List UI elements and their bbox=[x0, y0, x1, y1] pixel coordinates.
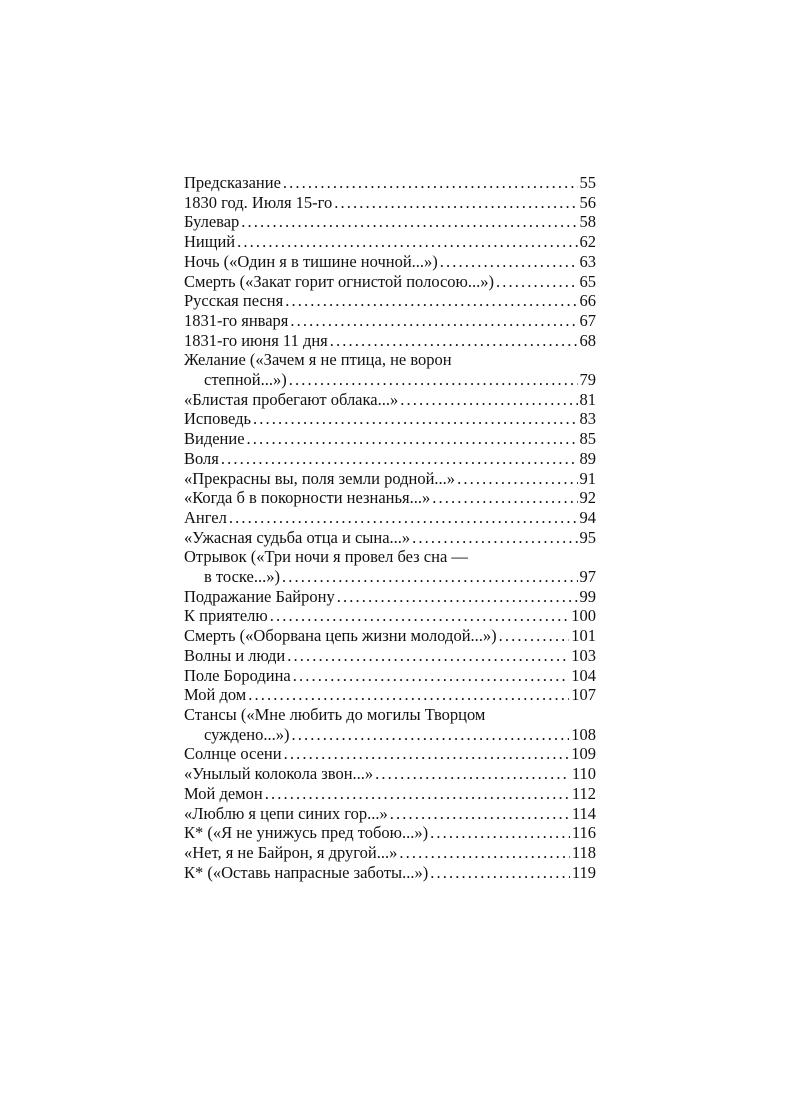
toc-entry-title: К* («Оставь напрасные заботы...») bbox=[184, 862, 429, 882]
dot-leader bbox=[270, 606, 570, 626]
dot-leader bbox=[229, 508, 578, 528]
toc-entry bbox=[184, 390, 596, 410]
toc-entry-title: К приятелю bbox=[184, 606, 268, 626]
dot-leader bbox=[400, 390, 577, 410]
toc-entry bbox=[184, 744, 596, 764]
dot-leader bbox=[330, 331, 578, 351]
toc-entry bbox=[184, 843, 596, 863]
dot-leader bbox=[237, 232, 577, 252]
toc-entry bbox=[184, 666, 596, 686]
toc-entry-page-number: 108 bbox=[571, 724, 596, 744]
dot-leader bbox=[499, 626, 570, 646]
dot-leader bbox=[337, 587, 578, 607]
toc-entry-page-number: 99 bbox=[579, 586, 596, 606]
dot-leader bbox=[457, 469, 577, 489]
toc-entry-page-number: 67 bbox=[579, 310, 596, 330]
toc-entry bbox=[184, 528, 596, 548]
toc-entry-page-number: 56 bbox=[579, 192, 596, 212]
toc-entry-page-number: 95 bbox=[579, 527, 596, 547]
dot-leader bbox=[285, 291, 577, 311]
table-of-contents bbox=[184, 173, 596, 882]
dot-leader bbox=[375, 764, 570, 784]
toc-entry-title: «Прекрасны вы, поля земли родной...» bbox=[184, 468, 456, 488]
toc-entry bbox=[184, 488, 596, 508]
toc-entry bbox=[184, 606, 596, 626]
toc-entry-page-number: 55 bbox=[579, 173, 596, 192]
toc-entry bbox=[184, 232, 596, 252]
dot-leader bbox=[287, 646, 569, 666]
toc-entry-title: Смерть («Оборвана цепь жизни молодой...») bbox=[184, 626, 497, 646]
toc-entry-page-number: 100 bbox=[571, 606, 596, 626]
toc-entry-title: Мой дом bbox=[184, 685, 247, 705]
toc-entry-title: Волны и люди bbox=[184, 645, 286, 665]
toc-entry bbox=[184, 567, 596, 587]
toc-entry-page-number: 68 bbox=[579, 330, 596, 350]
toc-entry bbox=[184, 311, 596, 331]
toc-entry-title: Поле Бородина bbox=[184, 665, 291, 685]
dot-leader bbox=[440, 252, 578, 272]
toc-entry bbox=[184, 508, 596, 528]
toc-entry bbox=[184, 469, 596, 489]
toc-entry-title: «Когда б в покорности незнанья...» bbox=[184, 488, 431, 508]
toc-entry-page-number: 58 bbox=[579, 212, 596, 232]
toc-entry-title: Русская песня bbox=[184, 291, 284, 311]
toc-entry-page-number: 65 bbox=[579, 271, 596, 291]
toc-entry-title: Исповедь bbox=[184, 409, 252, 429]
toc-entry-title: Видение bbox=[184, 429, 245, 449]
dot-leader bbox=[291, 725, 569, 745]
toc-entry bbox=[184, 272, 596, 292]
toc-entry-title: 1830 год. Июля 15-го bbox=[184, 192, 333, 212]
toc-entry bbox=[184, 626, 596, 646]
dot-leader bbox=[496, 272, 578, 292]
toc-entry-title: Подражание Байрону bbox=[184, 586, 335, 606]
toc-entry-title-line1: Стансы («Мне любить до могилы Творцом bbox=[184, 704, 486, 724]
toc-entry-page-number: 63 bbox=[579, 251, 596, 271]
toc-entry bbox=[184, 764, 596, 784]
toc-entry-title: К* («Я не унижусь пред тобою...») bbox=[184, 823, 429, 843]
toc-entry-title: суждено...») bbox=[204, 724, 290, 744]
toc-entry-page-number: 118 bbox=[571, 842, 596, 862]
toc-entry bbox=[184, 331, 596, 351]
toc-entry-title: Солнце осени bbox=[184, 744, 282, 764]
toc-entry-page-number: 103 bbox=[571, 645, 596, 665]
dot-leader bbox=[412, 528, 577, 548]
toc-entry-page-number: 94 bbox=[579, 507, 596, 527]
toc-entry-title-line1: Желание («Зачем я не птица, не ворон bbox=[184, 350, 452, 370]
dot-leader bbox=[290, 311, 577, 331]
toc-entry-page-number: 109 bbox=[571, 744, 596, 764]
toc-entry-title: Ангел bbox=[184, 507, 227, 527]
toc-entry-page-number: 66 bbox=[579, 291, 596, 311]
dot-leader bbox=[399, 843, 569, 863]
dot-leader bbox=[247, 429, 578, 449]
toc-entry bbox=[184, 409, 596, 429]
toc-entry bbox=[184, 587, 596, 607]
toc-entry-title: степной...») bbox=[204, 370, 287, 390]
toc-entry bbox=[184, 193, 596, 213]
toc-entry bbox=[184, 212, 596, 232]
toc-entry-page-number: 112 bbox=[571, 783, 596, 803]
toc-entry-page-number: 92 bbox=[579, 488, 596, 508]
toc-entry-title: Мой демон bbox=[184, 783, 263, 803]
toc-entry bbox=[184, 291, 596, 311]
toc-entry-title: «Ужасная судьба отца и сына...» bbox=[184, 527, 411, 547]
toc-entry bbox=[184, 429, 596, 449]
toc-entry-page-number: 97 bbox=[579, 567, 596, 587]
toc-entry-title: Предсказание bbox=[184, 173, 281, 192]
toc-entry-title: «Люблю я цепи синих гор...» bbox=[184, 803, 388, 823]
toc-entry-page-number: 110 bbox=[571, 764, 596, 784]
toc-entry-page-number: 85 bbox=[579, 429, 596, 449]
toc-entry-page-number: 62 bbox=[579, 232, 596, 252]
toc-entry-page-number: 83 bbox=[579, 409, 596, 429]
toc-entry bbox=[184, 252, 596, 272]
toc-entry-title: «Нет, я не Байрон, я другой...» bbox=[184, 842, 398, 862]
toc-entry-page-number: 81 bbox=[579, 389, 596, 409]
toc-entry bbox=[184, 370, 596, 390]
toc-entry-page-number: 91 bbox=[579, 468, 596, 488]
dot-leader bbox=[265, 784, 570, 804]
toc-entry-page-number: 107 bbox=[571, 685, 596, 705]
toc-entry-page-number: 119 bbox=[571, 862, 596, 882]
toc-entry-title: в тоске...») bbox=[204, 567, 280, 587]
toc-entry-title: «Унылый колокола звон...» bbox=[184, 764, 374, 784]
toc-entry-page-number: 114 bbox=[571, 803, 596, 823]
dot-leader bbox=[253, 409, 577, 429]
toc-entry-title: Ночь («Один я в тишине ночной...») bbox=[184, 251, 438, 271]
dot-leader bbox=[241, 212, 577, 232]
toc-entry-page-number: 79 bbox=[579, 370, 596, 390]
dot-leader bbox=[293, 666, 569, 686]
toc-entry bbox=[184, 784, 596, 804]
toc-entry bbox=[184, 685, 596, 705]
toc-entry bbox=[184, 725, 596, 745]
toc-entry bbox=[184, 449, 596, 469]
dot-leader bbox=[248, 685, 569, 705]
toc-entry-title: Нищий bbox=[184, 232, 236, 252]
toc-entry-title: Смерть («Закат горит огнистой полосою...») bbox=[184, 271, 494, 291]
dot-leader bbox=[432, 488, 577, 508]
dot-leader bbox=[430, 863, 570, 883]
toc-entry-page-number: 101 bbox=[571, 626, 596, 646]
dot-leader bbox=[284, 744, 570, 764]
toc-entry-title: Булевар bbox=[184, 212, 240, 232]
dot-leader bbox=[289, 370, 578, 390]
dot-leader bbox=[221, 449, 578, 469]
toc-entry-title: «Блистая пробегают облака...» bbox=[184, 389, 399, 409]
dot-leader bbox=[430, 823, 570, 843]
toc-entry-title-line1: Отрывок («Три ночи я провел без сна — bbox=[184, 547, 468, 567]
toc-entry-title: Воля bbox=[184, 448, 219, 468]
dot-leader bbox=[282, 567, 578, 587]
dot-leader bbox=[390, 804, 570, 824]
dot-leader bbox=[334, 193, 577, 213]
dot-leader bbox=[283, 173, 578, 193]
toc-entry-title: 1831-го июня 11 дня bbox=[184, 330, 328, 350]
toc-entry-page-number: 104 bbox=[571, 665, 596, 685]
toc-entry-title: 1831-го января bbox=[184, 310, 289, 330]
toc-entry bbox=[184, 173, 596, 193]
toc-entry-page-number: 89 bbox=[579, 448, 596, 468]
toc-entry bbox=[184, 823, 596, 843]
toc-entry-page-number: 116 bbox=[571, 823, 596, 843]
toc-entry bbox=[184, 646, 596, 666]
toc-entry bbox=[184, 863, 596, 883]
toc-entry bbox=[184, 804, 596, 824]
